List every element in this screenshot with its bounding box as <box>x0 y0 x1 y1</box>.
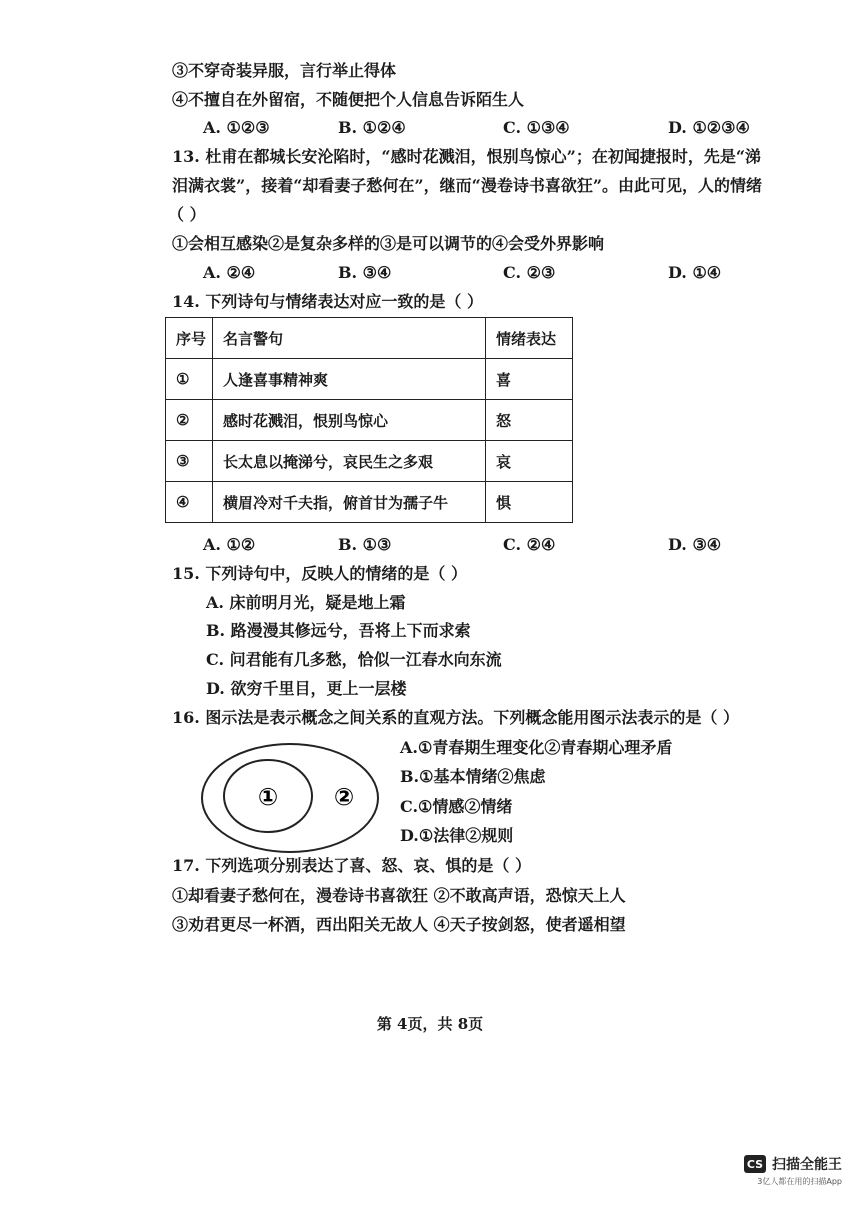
q14-stem: 14. 下列诗句与情绪表达对应一致的是（ ） <box>172 292 483 311</box>
q14-option-a: A. ①② <box>203 535 256 554</box>
q15-option-b: B. 路漫漫其修远兮，吾将上下而求索 <box>206 621 471 640</box>
scanner-watermark <box>744 1154 842 1187</box>
q14-table <box>165 317 573 523</box>
q13-option-a: A. ②④ <box>203 263 256 282</box>
q12-option-b: B. ①②④ <box>338 118 406 137</box>
q16-option-b: B.①基本情绪②焦虑 <box>400 767 546 786</box>
table-row <box>166 359 573 400</box>
q13-option-b: B. ③④ <box>338 263 392 282</box>
q12-option-c: C. ①③④ <box>503 118 570 137</box>
q16-option-d: D.①法律②规则 <box>400 826 514 845</box>
q16-stem: 16. 图示法是表示概念之间关系的直观方法。下列概念能用图示法表示的是（ ） <box>172 708 739 727</box>
row-index: ④ <box>166 482 213 523</box>
row-emotion: 喜 <box>486 359 573 400</box>
q14-option-d: D. ③④ <box>668 535 722 554</box>
q12-option-a: A. ①②③ <box>203 118 270 137</box>
page-number: 第 4页，共 8页 <box>376 1015 484 1033</box>
watermark-tagline: 3亿人都在用的扫描App <box>757 1177 842 1186</box>
row-emotion: 哀 <box>486 441 573 482</box>
table-header-row <box>166 318 573 359</box>
table-row <box>166 482 573 523</box>
q13-answer-blank: （ ） <box>168 205 206 224</box>
q15-option-c: C. 问君能有几多愁，恰似一江春水向东流 <box>206 650 502 669</box>
q12-item-4: ④不擅自在外留宿，不随便把个人信息告诉陌生人 <box>172 90 525 109</box>
q13-stem-line-1: 13. 杜甫在都城长安沦陷时，“感时花溅泪，恨别鸟惊心”；在初闻捷报时，先是“涕 <box>172 147 762 166</box>
q14-option-c: C. ②④ <box>503 535 556 554</box>
concept-diagram <box>200 742 380 854</box>
header-quote: 名言警句 <box>213 318 486 359</box>
q13-option-d: D. ①④ <box>668 263 722 282</box>
q14-option-b: B. ①③ <box>338 535 392 554</box>
row-index: ② <box>166 400 213 441</box>
q12-option-d: D. ①②③④ <box>668 118 750 137</box>
row-quote: 人逢喜事精神爽 <box>213 359 486 400</box>
outer-label: ② <box>333 783 355 811</box>
q15-stem: 15. 下列诗句中，反映人的情绪的是（ ） <box>172 564 467 583</box>
q13-stem-line-2: 泪满衣裳”，接着“却看妻子愁何在”，继而“漫卷诗书喜欲狂”。由此可见，人的情绪 <box>172 176 763 195</box>
q15-option-a: A. 床前明月光，疑是地上霜 <box>206 593 406 612</box>
row-index: ③ <box>166 441 213 482</box>
table-row <box>166 441 573 482</box>
q17-items-line-1: ①却看妻子愁何在，漫卷诗书喜欲狂 ②不敢高声语，恐惊天上人 <box>172 886 626 905</box>
watermark-app-name: 扫描全能王 <box>772 1157 842 1173</box>
q17-stem: 17. 下列选项分别表达了喜、怒、哀、惧的是（ ） <box>172 856 531 875</box>
row-quote: 横眉冷对千夫指，俯首甘为孺子牛 <box>213 482 486 523</box>
q16-option-a: A.①青春期生理变化②青春期心理矛盾 <box>400 738 673 757</box>
q12-item-3: ③不穿奇装异服，言行举止得体 <box>172 61 397 80</box>
q13-items: ①会相互感染②是复杂多样的③是可以调节的④会受外界影响 <box>172 234 605 253</box>
header-index: 序号 <box>166 318 213 359</box>
inner-label: ① <box>257 783 279 811</box>
header-emotion: 情绪表达 <box>486 318 573 359</box>
q16-option-c: C.①情感②情绪 <box>400 797 513 816</box>
table-row <box>166 400 573 441</box>
row-quote: 长太息以掩涕兮，哀民生之多艰 <box>213 441 486 482</box>
row-emotion: 惧 <box>486 482 573 523</box>
row-index: ① <box>166 359 213 400</box>
camscanner-logo-icon: CS <box>744 1155 766 1173</box>
row-quote: 感时花溅泪，恨别鸟惊心 <box>213 400 486 441</box>
q17-items-line-2: ③劝君更尽一杯酒，西出阳关无故人 ④天子按剑怒，使者遥相望 <box>172 915 626 934</box>
q13-option-c: C. ②③ <box>503 263 556 282</box>
row-emotion: 怒 <box>486 400 573 441</box>
q15-option-d: D. 欲穷千里目，更上一层楼 <box>206 679 407 698</box>
